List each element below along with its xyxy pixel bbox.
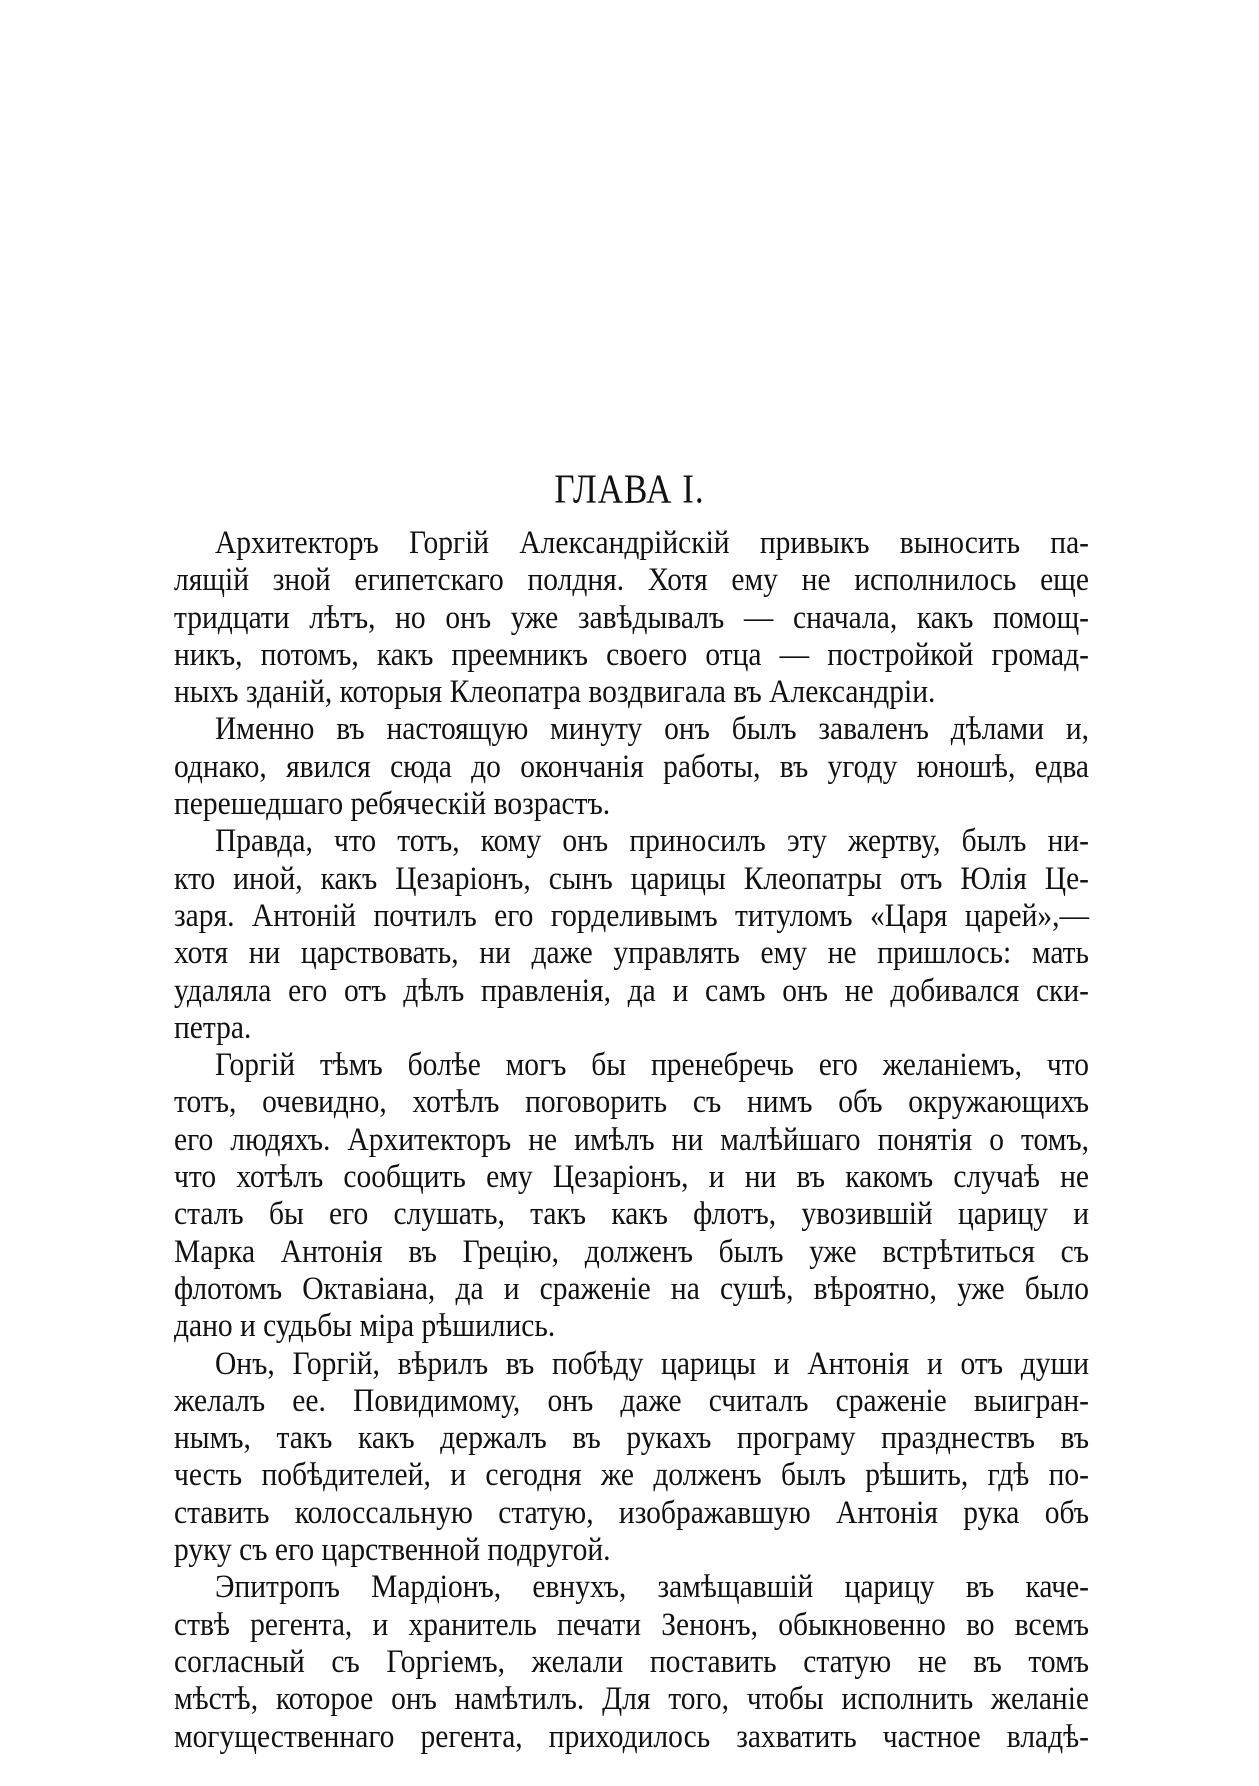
text-line: Марка Антонія въ Грецію, долженъ былъ уже встрѣтиться съ xyxy=(174,1233,1089,1270)
text-line: могущественнаго регента, приходилось захватить частное владѣ- xyxy=(174,1718,1089,1755)
text-line: ныхъ зданій, которыя Клеопатра воздвигала въ Александріи. xyxy=(174,674,936,711)
text-line: руку съ его царственной подругой. xyxy=(174,1532,611,1568)
text-line: Горгій тѣмъ болѣе могъ бы пренебречь его желаніемъ, что xyxy=(215,1047,1089,1083)
text-line: что хотѣлъ сообщить ему Цезаріонъ, и ни въ какомъ случаѣ не xyxy=(174,1159,1089,1195)
text-line: тотъ, очевидно, хотѣлъ поговорить съ нимъ объ окружающихъ xyxy=(174,1084,1089,1121)
text-line: кто иной, какъ Цезаріонъ, сынъ царицы Клеопатры отъ Юлія Це- xyxy=(174,860,1089,897)
text-line: согласный съ Горгіемъ, желали поставить статую не въ томъ xyxy=(174,1643,1089,1680)
text-line: Архитекторъ Горгій Александрійскій привыкъ выносить па- xyxy=(215,525,1089,561)
text-line: ствѣ регента, и хранитель печати Зенонъ, обыкновенно во всемъ xyxy=(174,1606,1089,1643)
text-line: удаляла его отъ дѣлъ правленія, да и самъ онъ не добивался ски- xyxy=(174,972,1089,1009)
text-line: мѣстѣ, которое онъ намѣтилъ. Для того, чтобы исполнить желаніе xyxy=(174,1681,1089,1718)
text-line: Именно въ настоящую минуту онъ былъ заваленъ дѣлами и, xyxy=(215,711,1089,748)
text-line: нымъ, такъ какъ держалъ въ рукахъ програму празднествъ въ xyxy=(174,1420,1089,1456)
text-line: заря. Антоній почтилъ его горделивымъ титуломъ «Царя царей»,— xyxy=(174,897,1089,934)
text-line: желалъ ее. Повидимому, онъ даже считалъ сраженіе выигран- xyxy=(174,1382,1089,1419)
text-line: петра. xyxy=(174,1009,252,1046)
text-line: никъ, потомъ, какъ преемникъ своего отца — постройкой громад- xyxy=(174,636,1089,673)
text-line: дано и судьбы міра рѣшились. xyxy=(174,1308,556,1345)
text-line: ставить колоссальную статую, изображавшую Антонія рука объ xyxy=(174,1494,1089,1531)
text-line: Эпитропъ Мардіонъ, евнухъ, замѣщавшій царицу въ каче- xyxy=(215,1569,1089,1606)
body-text xyxy=(174,525,1089,1756)
text-line: перешедшаго ребяческій возрастъ. xyxy=(174,786,611,822)
text-line: флотомъ Октавіана, да и сраженіе на сушѣ, вѣроятно, уже было xyxy=(174,1270,1089,1307)
chapter-title: ГЛАВА I. xyxy=(554,466,705,513)
text-line: Онъ, Горгій, вѣрилъ въ побѣду царицы и Антонія и отъ души xyxy=(215,1345,1089,1382)
text-line: его людяхъ. Архитекторъ не имѣлъ ни малѣйшаго понятія о томъ, xyxy=(174,1121,1089,1158)
text-line: Правда, что тотъ, кому онъ приносилъ эту жертву, былъ ни- xyxy=(215,823,1089,860)
text-line: однако, явился сюда до окончанія работы, въ угоду юношѣ, едва xyxy=(174,748,1089,785)
text-line: хотя ни царствовать, ни даже управлять ему не пришлось: мать xyxy=(174,935,1089,972)
text-line: сталъ бы его слушать, такъ какъ флотъ, увозившій царицу и xyxy=(174,1196,1089,1233)
text-line: честь побѣдителей, и сегодня же долженъ былъ рѣшить, гдѣ по- xyxy=(174,1457,1089,1494)
text-line: тридцати лѣтъ, но онъ уже завѣдывалъ — сначала, какъ помощ- xyxy=(174,599,1089,636)
text-line: лящій зной египетскаго полдня. Хотя ему не исполнилось еще xyxy=(174,562,1089,599)
